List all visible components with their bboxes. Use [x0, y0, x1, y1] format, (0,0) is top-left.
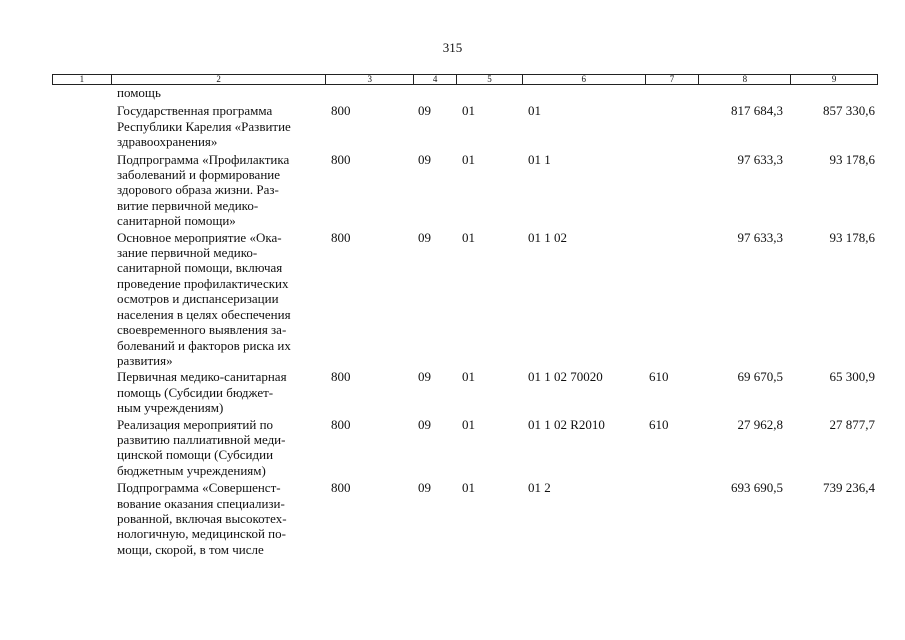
- row-name-line: вование оказания специализи-: [117, 495, 285, 511]
- cell-c5: 01: [462, 416, 475, 432]
- header-col-3: 3: [326, 75, 414, 84]
- cell-c9: 93 178,6: [829, 151, 875, 167]
- cell-c4: 09: [418, 369, 431, 385]
- cell-c3: 800: [331, 103, 351, 119]
- cell-c4: 09: [418, 103, 431, 119]
- cell-c9: 65 300,9: [829, 369, 875, 385]
- row-name: [117, 85, 327, 100]
- cell-c8: 97 633,3: [737, 151, 783, 167]
- table-header: [52, 74, 878, 85]
- cell-c5: 01: [462, 103, 475, 119]
- cell-c3: 800: [331, 480, 351, 496]
- row-name: [117, 480, 327, 557]
- row-name-line: развития»: [117, 352, 173, 368]
- row-name-line: рованной, включая высокотех-: [117, 510, 287, 526]
- cell-c8: 693 690,5: [731, 480, 783, 496]
- cell-c6: 01: [528, 103, 541, 119]
- row-name: [117, 369, 327, 415]
- cell-c5: 01: [462, 229, 475, 245]
- row-name-line: ным учреждениям): [117, 400, 224, 416]
- header-col-9: 9: [831, 74, 837, 84]
- cell-c3: 800: [331, 416, 351, 432]
- cell-c8: 69 670,5: [737, 369, 783, 385]
- row-name-line: Подпрограмма «Совершенст-: [117, 480, 281, 496]
- table-row: [0, 152, 905, 229]
- page-number: 315: [442, 40, 463, 55]
- table-body: [0, 85, 905, 557]
- cell-c4: 09: [418, 416, 431, 432]
- cell-c7: 610: [649, 416, 669, 432]
- table-row: [0, 369, 905, 415]
- cell-c9: 857 330,6: [823, 103, 875, 119]
- cell-c6: 01 1: [528, 151, 551, 167]
- cell-c9: 739 236,4: [823, 480, 875, 496]
- row-name-line: мощи, скорой, в том числе: [117, 541, 264, 557]
- row-name-line: заболеваний и формирование: [117, 167, 281, 183]
- row-name-line: болеваний и факторов риска их: [117, 337, 291, 353]
- cell-c8: 97 633,3: [737, 229, 783, 245]
- cell-c8: 27 962,8: [737, 416, 783, 432]
- row-name-line: санитарной помощи»: [117, 213, 236, 229]
- header-col-8: 8: [699, 75, 791, 84]
- cell-c6: 01 2: [528, 480, 551, 496]
- cell-c9: 93 178,6: [829, 229, 875, 245]
- cell-c9: 27 877,7: [829, 416, 875, 432]
- row-name-line: здорового образа жизни. Раз-: [117, 182, 279, 198]
- header-col-4: 4: [414, 75, 457, 84]
- row-name: [117, 152, 327, 229]
- cell-c3: 800: [331, 369, 351, 385]
- row-name-line: цинской помощи (Субсидии: [117, 447, 274, 463]
- row-name-line: Подпрограмма «Профилактика: [117, 151, 290, 167]
- row-name-line: зание первичной медико-: [117, 245, 258, 261]
- cell-c7: 610: [649, 369, 669, 385]
- row-name-line: Первичная медико-санитарная: [117, 369, 287, 385]
- row-name-line: санитарной помощи, включая: [117, 260, 283, 276]
- cell-c5: 01: [462, 151, 475, 167]
- row-name-line: Основное мероприятие «Ока-: [117, 229, 282, 245]
- row-name: [117, 417, 327, 479]
- cell-c4: 09: [418, 229, 431, 245]
- row-name: [117, 230, 327, 369]
- row-name-line: Республики Карелия «Развитие: [117, 118, 291, 134]
- cell-c6: 01 1 02 70020: [528, 369, 603, 385]
- row-name-line: населения в целях обеспечения: [117, 306, 291, 322]
- row-name-line: здравоохранения»: [117, 134, 218, 150]
- header-col-2: 2: [112, 75, 326, 84]
- cell-c5: 01: [462, 480, 475, 496]
- header-col-7: 7: [646, 75, 700, 84]
- table-row: [0, 417, 905, 479]
- cell-c8: 817 684,3: [731, 103, 783, 119]
- header-col-5: 5: [457, 75, 523, 84]
- table-row: [0, 480, 905, 557]
- row-name-line: осмотров и диспансеризации: [117, 291, 279, 307]
- header-col-1: 1: [53, 75, 112, 84]
- row-name-line: бюджетным учреждениям): [117, 462, 266, 478]
- header-col-6: 6: [523, 75, 646, 84]
- cell-c6: 01 1 02: [528, 229, 567, 245]
- table-row: [0, 85, 905, 100]
- cell-c4: 09: [418, 151, 431, 167]
- row-name-line: помощь: [117, 85, 161, 100]
- row-name: [117, 103, 327, 149]
- table-row: [0, 230, 905, 369]
- row-name-line: Государственная программа: [117, 103, 273, 119]
- row-name-line: своевременного выявления за-: [117, 322, 287, 338]
- cell-c3: 800: [331, 151, 351, 167]
- row-name-line: витие первичной медико-: [117, 197, 259, 213]
- row-name-line: Реализация мероприятий по: [117, 416, 274, 432]
- cell-c5: 01: [462, 369, 475, 385]
- row-name-line: развитию паллиативной меди-: [117, 431, 286, 447]
- cell-c6: 01 1 02 R2010: [528, 416, 605, 432]
- table-row: [0, 103, 905, 149]
- row-name-line: нологичную, медицинской по-: [117, 526, 286, 542]
- row-name-line: проведение профилактических: [117, 275, 289, 291]
- row-name-line: помощь (Субсидии бюджет-: [117, 384, 274, 400]
- cell-c4: 09: [418, 480, 431, 496]
- cell-c3: 800: [331, 229, 351, 245]
